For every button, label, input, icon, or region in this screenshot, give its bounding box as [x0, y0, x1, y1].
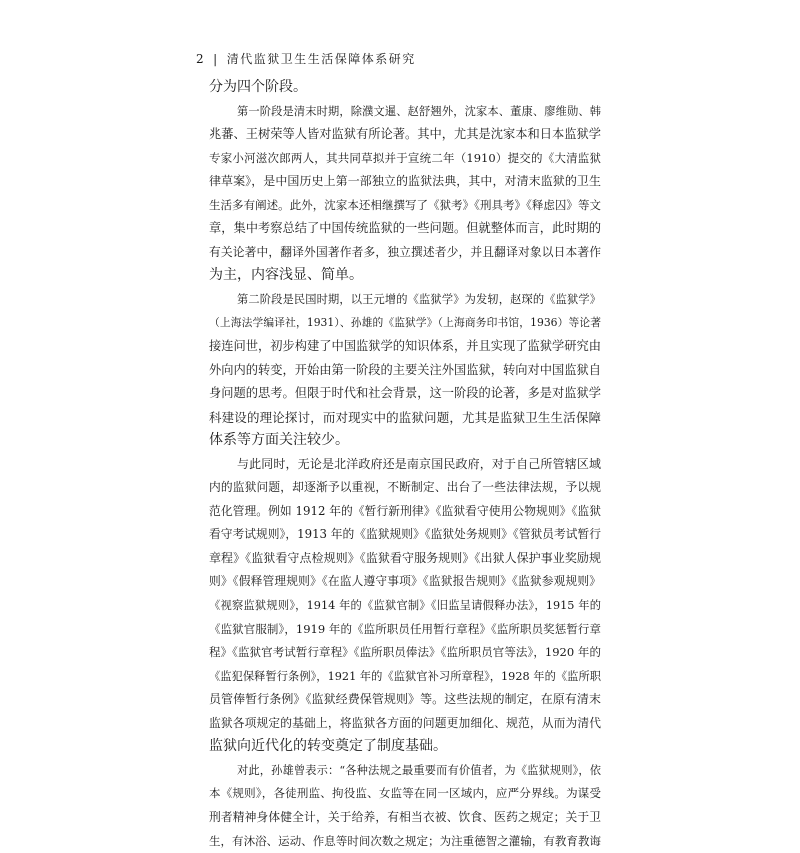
text-line: 《视察监狱规则》，1914 年的《监狱官制》《旧监呈请假释办法》，1915 年的 — [209, 594, 601, 618]
text-line: 则》《假释管理规则》《在监人遵守事项》《监狱报告规则》《监狱参观规则》 — [209, 570, 601, 594]
text-line: 生，有沐浴、运动、作息等时间次数之规定；为注重德智之灌输，有教育教诲 — [209, 830, 601, 853]
text-line: 《监犯保释暂行条例》，1921 年的《监狱官补习所章程》，1928 年的《监所职 — [209, 665, 601, 689]
body-text — [209, 76, 601, 853]
running-head — [196, 50, 416, 67]
header-separator: | — [213, 52, 219, 66]
text-line: 身问题的思考。但限于时代和社会背景，这一阶段的论著，多是对监狱学 — [209, 382, 601, 406]
text-line: 对此，孙雄曾表示：“各种法规之最重要而有价值者，为《监狱规则》，依 — [209, 759, 601, 783]
text-line: 第二阶段是民国时期，以王元增的《监狱学》为发轫，赵琛的《监狱学》 — [209, 288, 601, 312]
text-line: 章，集中考察总结了中国传统监狱的一些问题。但就整体而言，此时期的 — [209, 217, 601, 241]
text-line: 程》《监狱官考试暂行章程》《监所职员俸法》《监所职员官等法》，1920 年的 — [209, 641, 601, 665]
text-line: 《监狱官服制》，1919 年的《监所职员任用暂行章程》《监所职员奖惩暂行章 — [209, 618, 601, 642]
page-number: 2 — [196, 52, 205, 66]
text-line: 看守考试规则》，1913 年的《监狱规则》《监狱处务规则》《管狱员考试暂行 — [209, 523, 601, 547]
text-line: 分为四个阶段。 — [209, 76, 601, 100]
text-line: 章程》《监狱看守点检规则》《监狱看守服务规则》《出狱人保护事业奖励规 — [209, 547, 601, 571]
text-line: 第一阶段是清末时期，除濮文暹、赵舒翘外，沈家本、董康、廖维勋、韩 — [209, 100, 601, 124]
text-line: 为主，内容浅显、简单。 — [209, 264, 601, 288]
text-line: 专家小河滋次郎两人，其共同草拟并于宣统二年（1910）提交的《大清监狱 — [209, 147, 601, 171]
text-line: 与此同时，无论是北洋政府还是南京国民政府，对于自己所管辖区域 — [209, 453, 601, 477]
text-line: 监狱各项规定的基础上，将监狱各方面的问题更加细化、规范，从而为清代 — [209, 712, 601, 736]
text-line: 外向内的转变，开始由第一阶段的主要关注外国监狱，转向对中国监狱自 — [209, 359, 601, 383]
text-line: 体系等方面关注较少。 — [209, 429, 601, 453]
text-line: （上海法学编译社，1931）、孙雄的《监狱学》（上海商务印书馆，1936）等论著 — [209, 311, 601, 335]
text-line: 监狱向近代化的转变奠定了制度基础。 — [209, 735, 601, 759]
text-line: 本《规则》，各徒刑监、拘役监、女监等在同一区域内，应严分界线。为谋受 — [209, 782, 601, 806]
text-line: 科建设的理论探讨，而对现实中的监狱问题，尤其是监狱卫生生活保障 — [209, 406, 601, 430]
text-line: 接连问世，初步构建了中国监狱学的知识体系，并且实现了监狱学研究由 — [209, 335, 601, 359]
text-line: 范化管理。例如 1912 年的《暂行新刑律》《监狱看守使用公物规则》《监狱 — [209, 500, 601, 524]
text-line: 律草案》，是中国历史上第一部独立的监狱法典，其中，对清末监狱的卫生 — [209, 170, 601, 194]
text-line: 兆蕃、王树荣等人皆对监狱有所论著。其中，尤其是沈家本和日本监狱学 — [209, 123, 601, 147]
book-title: 清代监狱卫生生活保障体系研究 — [227, 52, 416, 66]
text-line: 内的监狱问题，却逐渐予以重视，不断制定、出台了一些法律法规，予以规 — [209, 476, 601, 500]
text-line: 生活多有阐述。此外，沈家本还相继撰写了《狱考》《刑具考》《释虑囚》等文 — [209, 194, 601, 218]
text-line: 刑者精神身体健全计，关于给养，有相当衣被、饮食、医药之规定；关于卫 — [209, 806, 601, 830]
text-line: 员管俸暂行条例》《监狱经费保管规则》等。这些法规的制定，在原有清末 — [209, 688, 601, 712]
text-line: 有关论著中，翻译外国著作者多，独立撰述者少，并且翻译对象以日本著作 — [209, 241, 601, 265]
